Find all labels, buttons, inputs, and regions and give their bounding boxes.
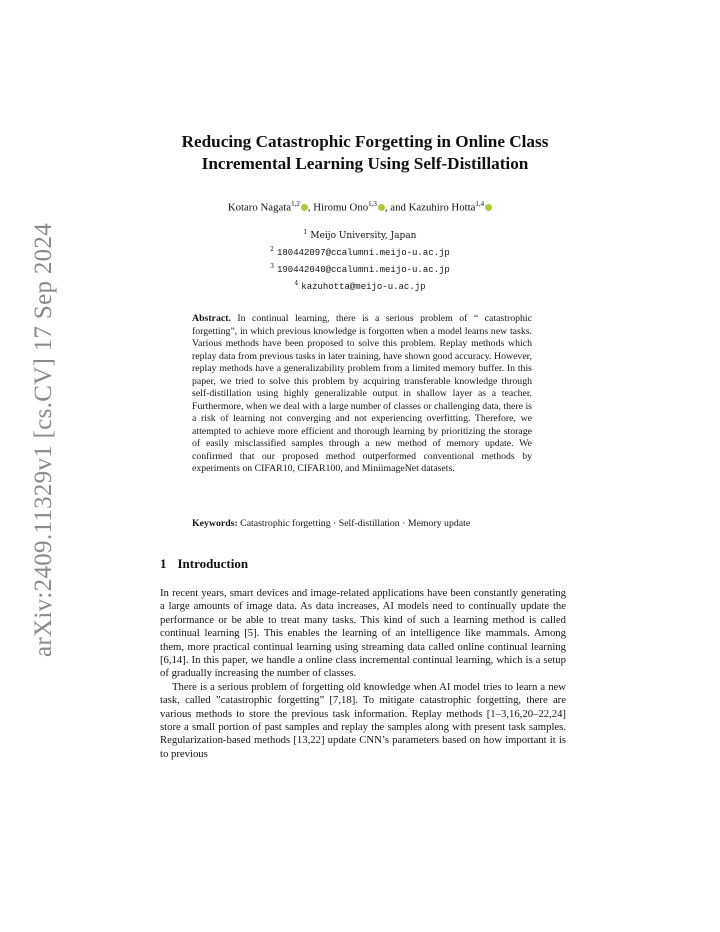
affiliation-line (100, 226, 620, 243)
paragraph: There is a serious problem of forgetting old knowledge when AI model tries to learn a new task, called ”catastrophic forgetting” [7,18]. To mitigate catastrophic forgetting, there are various methods to store the previous task information. Replay methods [1–3,16,20–22,24] store a small portion of past samples and replay the samples along with present task samples. Regularization-based methods [13,22] update CNN’s parameters based on how important it is to previous (160, 680, 566, 760)
keywords-text: Catastrophic forgetting · Self-distillation · Memory update (240, 518, 471, 529)
arxiv-identifier: arXiv:2409.11329v1 [cs.CV] 17 Sep 2024 (30, 222, 57, 658)
affiliation-line (100, 243, 620, 260)
affiliation-text: Meijo University, Japan (310, 231, 417, 241)
email-link[interactable]: 190442040@ccalumni.meijo-u.ac.jp (277, 265, 450, 275)
affiliation-mark: 3 (270, 263, 274, 270)
affiliation-line (100, 277, 620, 294)
author-separator: , (307, 201, 314, 214)
section-number: 1 (160, 556, 167, 571)
author-separator: , and (384, 201, 409, 214)
orcid-icon[interactable] (301, 204, 308, 211)
section-heading (160, 556, 248, 572)
paragraph: In recent years, smart devices and image-related applications have been constantly generating a large amounts of image data. As data increases, AI models need to continually update the performance or be able to treat many tasks. This kind of such a learning method is called continual learning [5]. This enables the learning of an intelligence like mammals. Among them, more practical continual learning using streaming data called online continual learning [6,14]. In this paper, we handle a online class incremental continual learning, which is a setup of gradually increasing the number of classes. (160, 587, 566, 680)
author-name: Hiromu Ono (313, 201, 369, 214)
abstract (192, 313, 532, 476)
author-name: Kazuhiro Hotta (408, 201, 476, 214)
affiliation-line (100, 260, 620, 277)
author-affiliation-mark: 1,2 (291, 200, 300, 208)
orcid-icon[interactable] (485, 204, 492, 211)
affiliation-mark: 2 (270, 246, 274, 253)
affiliations (100, 226, 620, 294)
abstract-text: In continual learning, there is a serious problem of “ catastrophic forgetting”, in which previous knowledge is forgotten when a model learns new tasks. Various methods have been proposed to solve this problem. Replay methods which replay data from previous tasks in later training, have shown good accuracy. However, replay methods have a generalizability problem from a limited memory buffer. In this paper, we tried to solve this problem by acquiring transferable knowledge through self-distillation using highly generalizable output in shallow layer as a teacher. Furthermore, when we deal with a large number of classes or challenging data, there is a risk of learning not converging and not experiencing overfitting. Therefore, we attempted to achieve more efficient and thorough learning by prioritizing the storage of easily misclassified samples through a new method of memory update. We confirmed that our proposed method outperformed conventional methods by experiments on CIFAR10, CIFAR100, and MiniimageNet datasets. (192, 313, 532, 474)
paper-title: Reducing Catastrophic Forgetting in Online Class Incremental Learning Using Self-Distillation (181, 132, 549, 173)
affiliation-mark: 4 (294, 280, 299, 287)
author-affiliation-mark: 1,4 (475, 200, 485, 208)
affiliation-mark: 1 (303, 229, 308, 236)
keywords (192, 518, 552, 529)
section-title: Introduction (177, 556, 249, 571)
keywords-label: Keywords: (192, 518, 238, 529)
author-affiliation-mark: 1,3 (368, 200, 377, 208)
orcid-icon[interactable] (378, 204, 385, 211)
introduction-body (160, 587, 566, 761)
author-name: Kotaro Nagata (227, 201, 292, 214)
email-link[interactable]: kazuhotta@meijo-u.ac.jp (301, 282, 426, 292)
author-list (100, 200, 620, 214)
email-link[interactable]: 180442097@ccalumni.meijo-u.ac.jp (277, 248, 450, 258)
abstract-label: Abstract. (192, 313, 231, 324)
